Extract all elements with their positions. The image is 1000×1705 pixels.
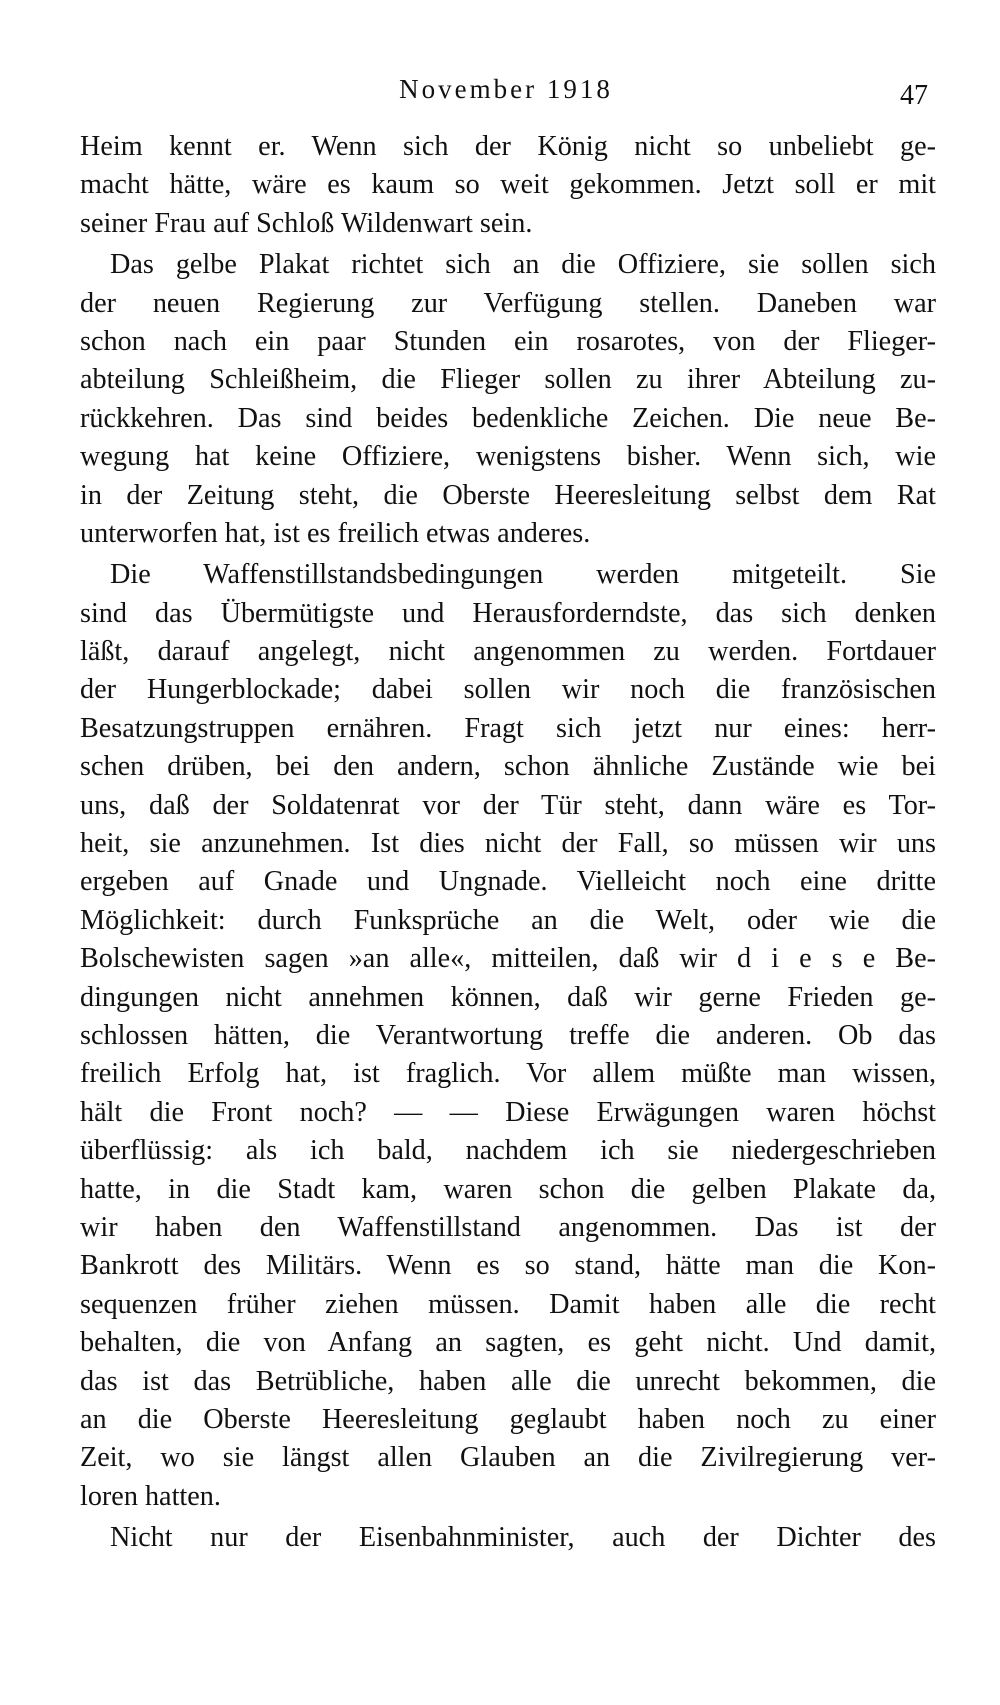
text-line: behalten, die von Anfang an sagten, es geht nicht. Und damit, (80, 1327, 936, 1359)
text-line: in der Zeitung steht, die Oberste Heeresleitung selbst dem Rat (80, 479, 936, 511)
text-line: der neuen Regierung zur Verfügung stellen. Daneben war (80, 287, 936, 319)
paragraph (80, 556, 936, 1516)
text-line: unterworfen hat, ist es freilich etwas anderes. (80, 517, 591, 549)
text-line: Besatzungstruppen ernähren. Fragt sich jetzt nur eines: herr- (80, 712, 936, 744)
text-line: uns, daß der Soldatenrat vor der Tür steht, dann wäre es Tor- (80, 789, 936, 821)
text-line: Möglichkeit: durch Funksprüche an die Welt, oder wie die (80, 904, 936, 936)
text-line: Heim kennt er. Wenn sich der König nicht so unbeliebt ge- (80, 131, 936, 162)
running-head (78, 74, 934, 114)
text-line: der Hungerblockade; dabei sollen wir noch die französischen (80, 674, 936, 706)
text-line: freilich Erfolg hat, ist fraglich. Vor allem müßte man wissen, (80, 1058, 936, 1090)
text-line: heit, sie anzunehmen. Ist dies nicht der Fall, so müssen wir uns (80, 828, 936, 860)
text-line: macht hätte, wäre es kaum so weit gekommen. Jetzt soll er mit (80, 169, 936, 201)
text-line: sequenzen früher ziehen müssen. Damit haben alle die recht (80, 1288, 936, 1320)
text-line: Das gelbe Plakat richtet sich an die Offiziere, sie sollen sich (110, 249, 936, 281)
text-line: rückkehren. Das sind beides bedenkliche Zeichen. Die neue Be- (80, 402, 936, 434)
text-line: Bankrott des Militärs. Wenn es so stand, hätte man die Kon- (80, 1250, 936, 1282)
text-line: läßt, darauf angelegt, nicht angenommen zu werden. Fortdauer (80, 636, 936, 668)
running-title: November 1918 (399, 74, 613, 104)
text-line: dingungen nicht annehmen können, daß wir gerne Frieden ge- (80, 981, 936, 1013)
text-line: Nicht nur der Eisenbahnminister, auch der Dichter des (110, 1522, 936, 1554)
text-line: Bolschewisten sagen »an alle«, mitteilen, daß wir d i e s e Be- (80, 943, 936, 975)
text-line: das ist das Betrübliche, haben alle die unrecht bekommen, die (80, 1365, 936, 1397)
text-line: sind das Übermütigste und Herausforderndste, das sich denken (80, 597, 936, 629)
text-line: Die Waffenstillstandsbedingungen werden mitgeteilt. Sie (110, 559, 936, 591)
text-line: wir haben den Waffenstillstand angenommen. Das ist der (80, 1211, 936, 1243)
text-line: schen drüben, bei den andern, schon ähnliche Zustände wie bei (80, 751, 936, 783)
text-line: hatte, in die Stadt kam, waren schon die gelben Plakate da, (80, 1173, 936, 1205)
paragraph (80, 246, 936, 553)
paragraph (80, 128, 936, 243)
text-line: schlossen hätten, die Verantwortung treffe die anderen. Ob das (80, 1019, 936, 1051)
text-line: loren hatten. (80, 1480, 221, 1512)
text-line: seiner Frau auf Schloß Wildenwart sein. (80, 207, 533, 239)
text-line: ergeben auf Gnade und Ungnade. Vielleicht noch eine dritte (80, 866, 936, 898)
text-line: wegung hat keine Offiziere, wenigstens bisher. Wenn sich, wie (80, 441, 936, 473)
text-line: Zeit, wo sie längst allen Glauben an die Zivilregierung ver- (80, 1442, 936, 1474)
page-number: 47 (900, 80, 928, 111)
text-line: schon nach ein paar Stunden ein rosarotes, von der Flieger- (80, 325, 936, 357)
text-line: hält die Front noch? — — Diese Erwägungen waren höchst (80, 1096, 936, 1128)
text-line: überflüssig: als ich bald, nachdem ich sie niedergeschrieben (80, 1135, 936, 1167)
body-text (80, 128, 936, 1557)
text-line: abteilung Schleißheim, die Flieger sollen zu ihrer Abteilung zu- (80, 364, 936, 396)
paragraph (80, 1519, 936, 1557)
text-line: an die Oberste Heeresleitung geglaubt haben noch zu einer (80, 1403, 936, 1435)
